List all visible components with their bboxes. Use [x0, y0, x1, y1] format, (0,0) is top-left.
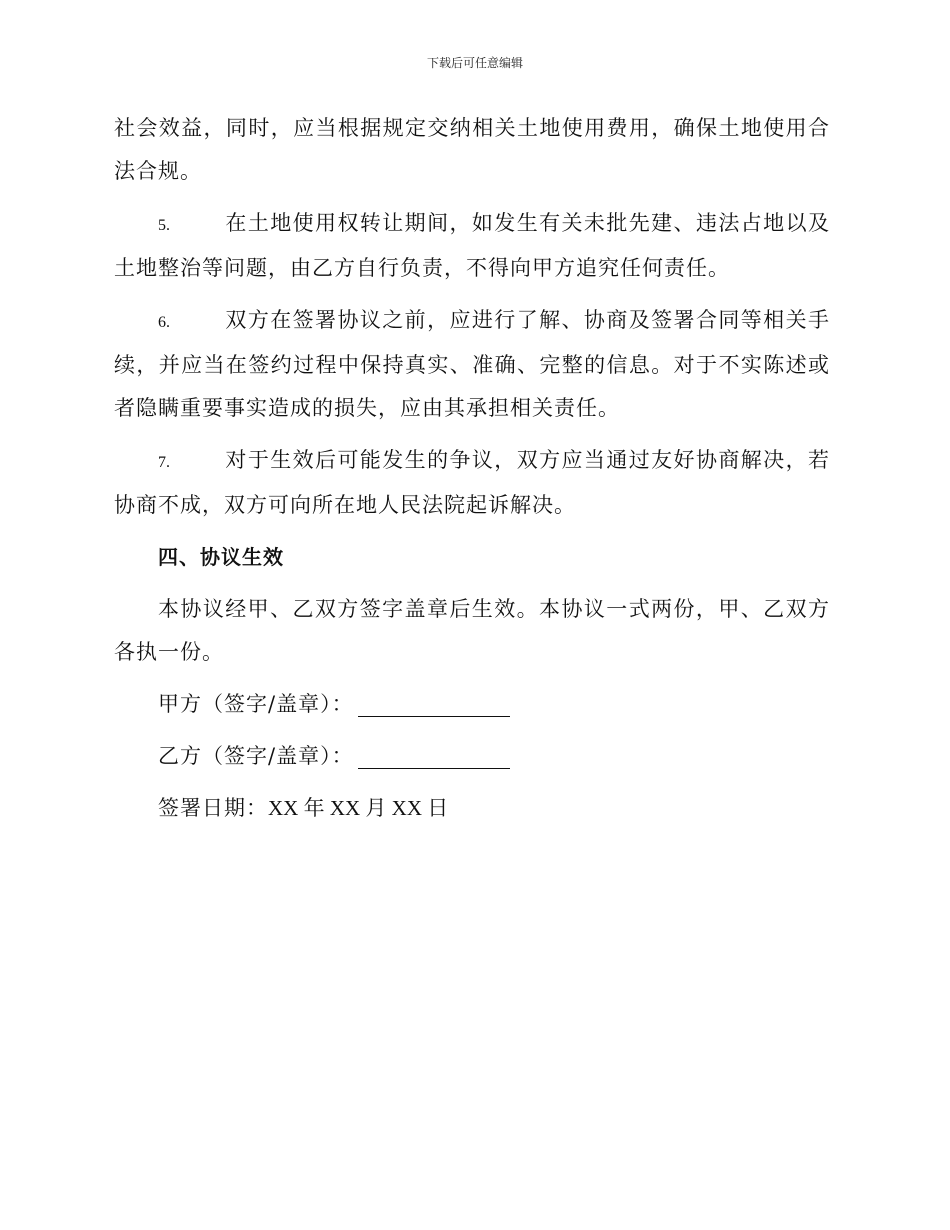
section-heading: 四、协议生效	[158, 545, 284, 569]
date-value: XX 年 XX 月 XX 日	[268, 796, 449, 820]
document-body	[114, 107, 830, 830]
intro-continuation: 社会效益，同时，应当根据规定交纳相关土地使用费用，确保土地使用合法合规。	[114, 116, 830, 183]
party-a-signature-line	[114, 683, 830, 726]
signing-date-line	[114, 787, 830, 830]
clause-7	[114, 439, 830, 527]
clause-number: 7.	[158, 454, 170, 471]
clause-5	[114, 202, 830, 290]
clause-6	[114, 299, 830, 430]
clause-number: 6.	[158, 314, 170, 331]
clause-number: 5.	[158, 217, 170, 234]
clause-text: 双方在签署协议之前，应进行了解、协商及签署合同等相关手续，并应当在签约过程中保持真实、准确、完整的信息。对于不实陈述或者隐瞒重要事实造成的损失，应由其承担相关责任。	[114, 308, 830, 420]
party-b-signature-blank	[358, 767, 510, 769]
effective-paragraph: 本协议经甲、乙双方签字盖章后生效。本协议一式两份，甲、乙双方各执一份。	[114, 597, 830, 664]
clause-text: 对于生效后可能发生的争议，双方应当通过友好协商解决，若协商不成，双方可向所在地人民法院起诉解决。	[114, 448, 830, 517]
date-label: 签署日期：	[158, 796, 268, 820]
party-b-label: 乙方（签字/盖章）：	[158, 744, 354, 768]
clause-text: 在土地使用权转让期间，如发生有关未批先建、违法占地以及土地整治等问题，由乙方自行负责，不得向甲方追究任何责任。	[114, 211, 830, 280]
page-header: 下载后可任意编辑	[426, 56, 523, 70]
party-a-label: 甲方（签字/盖章）：	[158, 692, 354, 716]
party-a-signature-blank	[358, 715, 510, 717]
party-b-signature-line	[114, 735, 830, 778]
